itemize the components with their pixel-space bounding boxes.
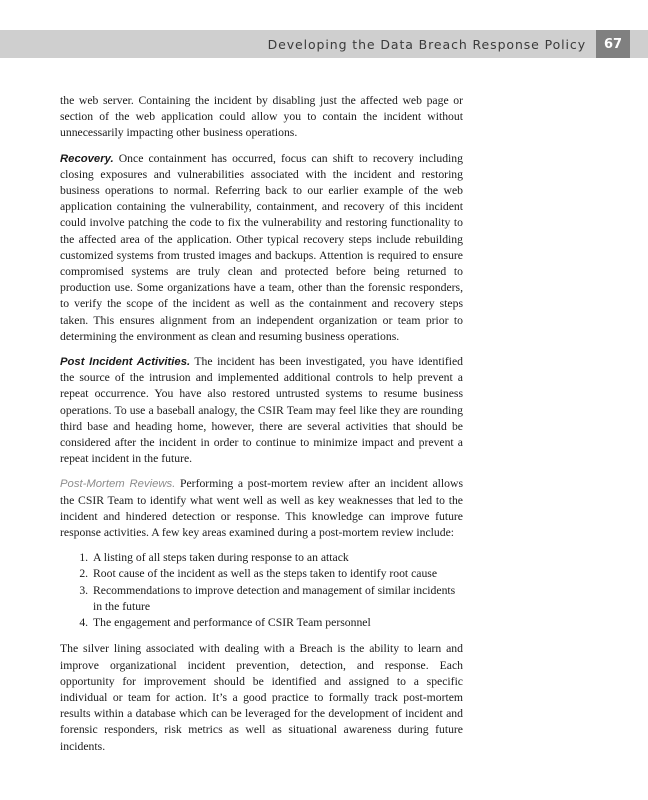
list-item: 2. Root cause of the incident as well as the steps taken to identify root cause — [91, 566, 463, 582]
paragraph-closing: The silver lining associated with dealing with a Breach is the ability to learn and improve organizational incident prevention, detection, and response. Each opportunity for improvement should be identified and assigned to a specific individual or team for action. It’s a good practice to formally track post-mortem results within a database which can be leveraged for the development of incident and forensic responders, risk metrics as well as situational awareness during future incidents. — [60, 642, 463, 753]
paragraph-post-incident — [60, 354, 463, 467]
recovery-heading: Recovery. — [60, 152, 114, 165]
recovery-text: Once containment has occurred, focus can shift to recovery including closing exposures and vulnerabilities associated with the incident and restoring business operations to normal. Referring back to our earlier example of the web application containing the vulnerability, containment, and recovery of this incident could involve patching the code to fix the vulnerability and restoring functionality to the affected area of the application. Other typical recovery steps include rebuilding customized systems from trusted images and backups. Attention is required to ensure compromised systems are truly clean and protected before being returned to production use. Some organizations have a team, other than the forensic responders, to verify the scope of the incident as well as the containment and recovery steps taken. This ensures alignment from an independent organization or team prior to determining the environment as clean and resuming business operations. — [60, 151, 463, 343]
post-mortem-heading: Post-Mortem Reviews. — [60, 478, 176, 491]
paragraph-post-mortem — [60, 476, 463, 541]
list-item: 1. A listing of all steps taken during response to an attack — [91, 550, 463, 566]
body-text — [60, 93, 463, 764]
post-incident-heading: Post Incident Activities. — [60, 356, 191, 369]
running-header-title: Developing the Data Breach Response Policy — [267, 37, 586, 52]
post-mortem-text: Performing a post-mortem review after an incident allows the CSIR Team to identify what went well as well as key weaknesses that led to the incident and hindered detection or response. This knowledge can improve future response activities. A few key areas examined during a post-mortem review include: — [60, 477, 464, 540]
paragraph-recovery — [60, 151, 463, 345]
list-item: 4. The engagement and performance of CSIR Team personnel — [91, 615, 463, 631]
paragraph-intro: the web server. Containing the incident by disabling just the affected web page or section of the web application could allow you to contain the incident without unnecessarily impacting other business operations. — [60, 94, 463, 140]
list-item: 3. Recommendations to improve detection and management of similar incidents in the future — [91, 583, 463, 615]
review-areas-list — [60, 550, 463, 631]
page-number: 67 — [596, 30, 630, 58]
post-incident-text: The incident has been investigated, you have identified the source of the intrusion and implemented additional controls to help prevent a repeat occurrence. You have also restored untrusted systems to resume business operations. To use a baseball analogy, the CSIR Team may feel like they are rounding third base and heading home, however, there are several activities that should be considered after the incident in order to continue to minimize impact and prevent a repeat incident in the future. — [60, 355, 464, 466]
